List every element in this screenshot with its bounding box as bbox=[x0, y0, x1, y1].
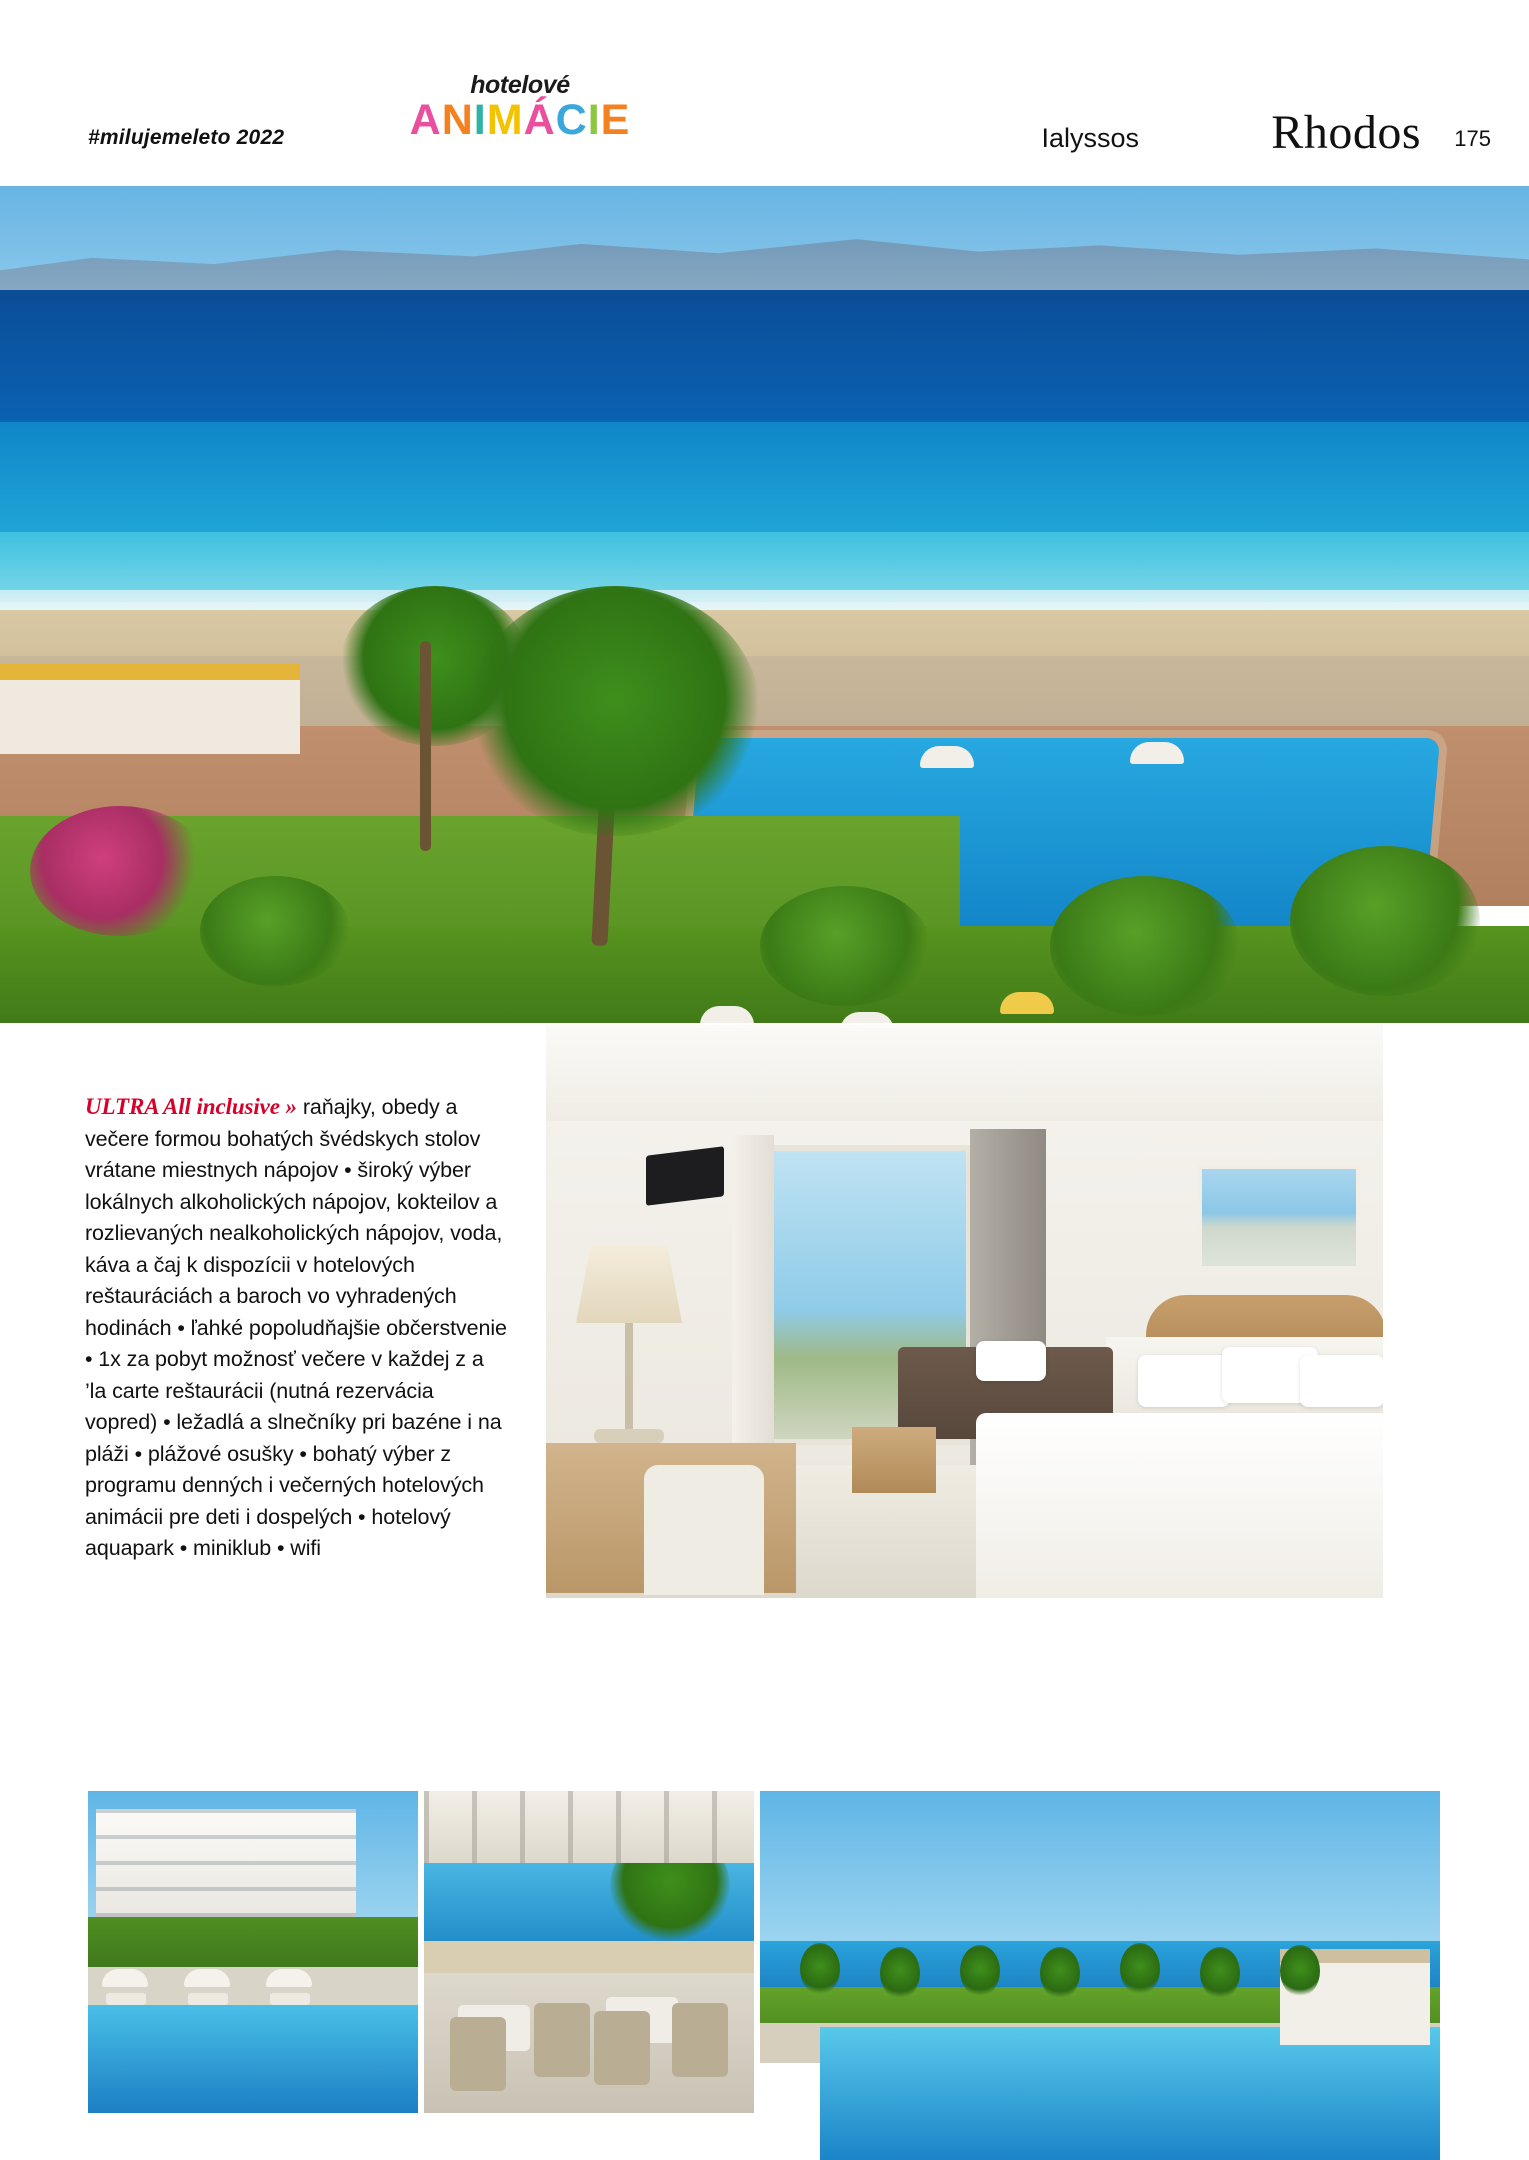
pillow bbox=[976, 1341, 1046, 1381]
swimming-pool bbox=[820, 2027, 1440, 2160]
parasol bbox=[920, 746, 974, 768]
tree bbox=[1040, 1947, 1080, 1999]
tree bbox=[880, 1947, 920, 1999]
tree bbox=[1120, 1943, 1160, 1995]
desk-chair bbox=[644, 1465, 764, 1595]
parasol bbox=[1130, 742, 1184, 764]
inclusive-description bbox=[85, 1091, 510, 1565]
gallery-image-terrace bbox=[424, 1791, 754, 2113]
dining-chair bbox=[594, 2011, 650, 2085]
garden-bush bbox=[1050, 876, 1240, 1016]
sun-lounger bbox=[106, 1993, 146, 2005]
tree bbox=[1280, 1945, 1320, 1997]
tree bbox=[1200, 1947, 1240, 1999]
inclusive-body: raňajky, obedy a večere formou bohatých švédskych stolov vrátane miestnych nápojov • široký výber lokálnych alkoholických nápojov, kokteilov a rozlievaných nealkoholických nápojov, voda, káva a čaj k dispozícii v hotelových reštauráciách a baroch vo vyhradených hodinách • ľahké popoludňajšie občerstvenie • 1x za pobyt možnosť večere v každej z a ’la carte reštaurácii (nutná rezervácia vopred) • ležadlá a slnečníky pri bazéne i na pláži • plážové osušky • bohatý výber z programu denných i večerných hotelových animácii pre deti i dospelých • hotelový aquapark • miniklub • wifi bbox=[85, 1095, 507, 1560]
parasol bbox=[102, 1969, 148, 1987]
page-number: 175 bbox=[1454, 126, 1491, 151]
floor-lamp-shade bbox=[576, 1245, 682, 1323]
page-header bbox=[0, 0, 1529, 186]
bougainvillea-bush bbox=[30, 806, 210, 936]
destination-name: Rhodos bbox=[1271, 106, 1421, 159]
garden-bush bbox=[760, 886, 930, 1006]
pillow bbox=[1300, 1355, 1383, 1407]
campaign-hashtag: #milujemeleto 2022 bbox=[88, 126, 285, 149]
gallery-image-hotel bbox=[88, 1791, 418, 2113]
hotel-building bbox=[0, 664, 300, 754]
floor-lamp-stem bbox=[625, 1323, 633, 1433]
parasol bbox=[700, 1006, 754, 1023]
animacie-logo bbox=[385, 72, 655, 144]
parasol bbox=[266, 1969, 312, 1987]
curtain-left bbox=[732, 1135, 774, 1465]
swimming-pool bbox=[88, 2005, 418, 2113]
wall-tv bbox=[646, 1146, 724, 1206]
logo-word: ANIMÁCIE bbox=[409, 96, 631, 144]
pillow bbox=[1138, 1355, 1230, 1407]
tree bbox=[960, 1945, 1000, 1997]
parasol bbox=[1000, 992, 1054, 1014]
palm-tree-large bbox=[470, 586, 760, 836]
garden-bush bbox=[1290, 846, 1480, 996]
wall-artwork bbox=[1198, 1165, 1360, 1270]
dining-chair bbox=[450, 2017, 506, 2091]
floor-lamp-base bbox=[594, 1429, 664, 1443]
roof-beams bbox=[424, 1791, 754, 1863]
mid-sea bbox=[0, 422, 1529, 542]
sun-lounger bbox=[188, 1993, 228, 2005]
tree bbox=[800, 1943, 840, 1995]
dining-chair bbox=[672, 2003, 728, 2077]
room-image bbox=[546, 1025, 1383, 1598]
deep-sea bbox=[0, 290, 1529, 430]
gallery-strip bbox=[0, 1791, 1529, 2160]
inclusive-lead: ULTRA All inclusive » bbox=[85, 1094, 297, 1119]
gallery-image-poolside bbox=[760, 1791, 1440, 2160]
resort-name: Ialyssos bbox=[1041, 123, 1139, 153]
garden-bush bbox=[200, 876, 350, 986]
hero-image bbox=[0, 186, 1529, 1023]
logo-top-text: hotelové bbox=[470, 71, 570, 99]
palm-trunk-small bbox=[420, 641, 431, 851]
dining-chair bbox=[534, 2003, 590, 2077]
main-bed bbox=[976, 1413, 1383, 1598]
parasol bbox=[184, 1969, 230, 1987]
sun-lounger bbox=[270, 1993, 310, 2005]
room-ceiling bbox=[546, 1025, 1383, 1121]
sky bbox=[760, 1791, 1440, 1946]
nightstand bbox=[852, 1427, 936, 1493]
